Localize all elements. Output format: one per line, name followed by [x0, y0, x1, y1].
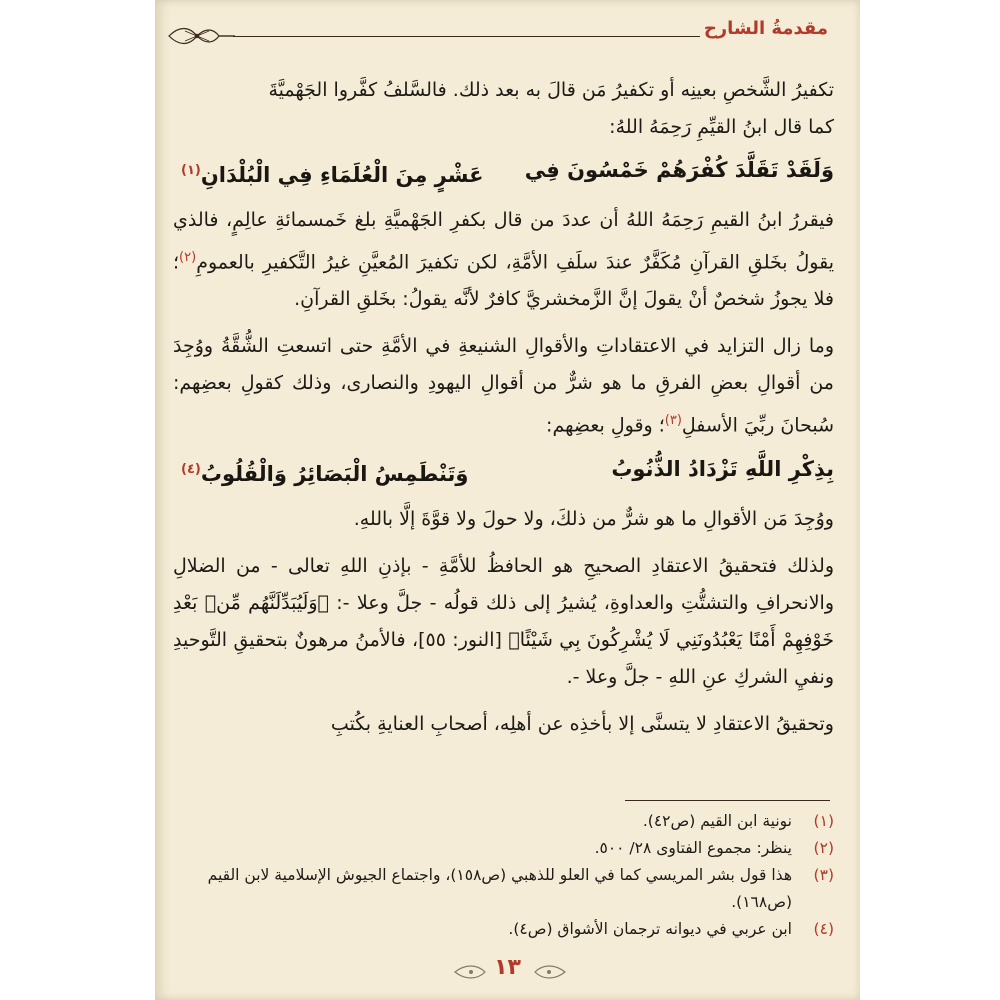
verse-hemistich-2	[181, 451, 468, 493]
paragraph-3	[173, 328, 834, 444]
footnote-item	[173, 916, 834, 943]
text-run: ؛ وقولِ بعضِهم:	[546, 414, 665, 437]
verse-2	[173, 451, 834, 493]
paragraph-2	[173, 202, 834, 318]
verse-1	[173, 152, 834, 194]
footnote-text: ابن عربي في ديوانه ترجمان الأشواق (ص٤).	[508, 920, 792, 938]
footnote-text: ينظر: مجموع الفتاوى ٢٨/ ٥٠٠.	[594, 839, 792, 857]
paragraph-1	[173, 72, 834, 146]
running-head: مقدمةُ الشارح	[703, 18, 828, 39]
text-run: وما زال التزايد في الاعتقاداتِ والأقوالِ الشنيعةِ في الأمَّةِ حتى اتسعتِ الشُّقَّةُ ووُجِدَ من أقوالِ بعضِ الفرقِ ما هو شرٌّ من أقوالِ اليهودِ والنصارى، وذلك كقولِ بعضِهم: سُبحانَ ربِّيَ الأسفلِ	[173, 335, 834, 437]
text-run: فيقررُ ابنُ القيمِ رَحِمَهُ اللهُ أن عددَ من قال بكفرِ الجَهْميَّةِ بلغ خَمسمائةِ عالِمٍ، فالذي يقولُ بخَلقِ القرآنِ مُكَفَّرٌ عندَ سلَفِ الأمَّةِ، لكن تكفيرَ المُعيَّنِ غيرُ التَّكفيرِ بالعمومِ	[173, 209, 834, 274]
ornament-icon	[167, 22, 237, 50]
verse-text: عَشْرٍ مِنَ الْعُلَمَاءِ فِي الْبُلْدَانِ	[200, 163, 484, 187]
verse-hemistich-2	[181, 152, 483, 194]
page-number-ornament-icon	[533, 960, 569, 984]
header-rule	[233, 36, 700, 37]
footnote-text: نونية ابن القيم (ص٤٢).	[642, 812, 792, 830]
text-run: فالأمنُ مرهونٌ بتحقيقِ التَّوحيدِ ونفيِ الشركِ عنِ اللهِ - جلَّ وعلا -.	[173, 628, 834, 688]
footnote-text: هذا قول بشر المريسي كما في العلو للذهبي (ص١٥٨)، واجتماع الجيوش الإسلامية لابن القيم (ص١٦٨).	[207, 866, 792, 911]
footnote-ref[interactable]: (٢)	[179, 250, 197, 265]
footnote-item	[173, 862, 834, 916]
footnotes	[173, 808, 834, 943]
verse-hemistich-1: بِذِكْرِ اللَّهِ تَزْدَادُ الذُّنُوبُ	[611, 456, 834, 481]
footnote-number: (٣)	[813, 866, 834, 884]
text-run: ؛ فلا يجوزُ شخصٌ أنْ يقولَ إنَّ الزَّمخشريَّ كافرٌ لأنَّه يقولُ: بخَلقِ القرآنِ.	[173, 251, 834, 311]
footnote-number: (٤)	[813, 920, 834, 938]
verse-text: وَتَنْطَمِسُ الْبَصَائِرُ وَالْقُلُوبُ	[200, 461, 469, 486]
paragraph-4: ووُجِدَ مَن الأقوالِ ما هو شرٌّ من ذلكَ، ولا حولَ ولا قوَّةَ إلَّا باللهِ.	[353, 507, 834, 530]
page-number: ١٣	[494, 955, 521, 980]
main-text	[173, 72, 834, 743]
footnote-ref[interactable]: (٣)	[664, 413, 682, 429]
paragraph-6: وتحقيقُ الاعتقادِ لا يتسنَّى إلا بأخذِه عن أهلِه، أصحابِ العنايةِ بكُتبِ	[330, 712, 834, 735]
text-line: تكفيرُ الشَّخصِ بعينِه أو تكفيرُ مَن قالَ به بعد ذلك. فالسَّلفُ كفَّروا الجَهْميَّةَ	[268, 79, 834, 101]
footnote-number: (٢)	[813, 839, 834, 857]
quran-reference: [النور: ٥٥]،	[411, 628, 502, 651]
verse-hemistich-1: وَلَقَدْ تَقَلَّدَ كُفْرَهُمْ خَمْسُونَ فِي	[524, 158, 834, 182]
paragraph-5	[173, 548, 834, 696]
book-page	[155, 0, 860, 1000]
text-line: كما قال ابنُ القيِّمِ رَحِمَهُ اللهُ:	[609, 116, 834, 138]
text-run: ولذلك فتحقيقُ الاعتقادِ الصحيحِ هو الحافظُ للأمَّةِ - بإذنِ اللهِ تعالى - من الضلالِ والانحرافِ والتشتُّتِ والعداوةِ، يُشيرُ إلى ذلك قولُه - جلَّ وعلا -:	[173, 554, 834, 614]
footnote-ref[interactable]: (٤)	[181, 461, 201, 477]
footnote-ref[interactable]: (١)	[181, 163, 201, 178]
footnote-item	[173, 808, 834, 835]
quran-verse: ﴿وَلَيُبَدِّلَنَّهُم مِّنۢ بَعْدِ خَوْفِهِمْ أَمْنًا يَعْبُدُونَنِي لَا يُشْرِكُونَ بِي شَيْئًا﴾	[173, 591, 834, 651]
page-header	[155, 14, 860, 54]
footnote-item	[173, 835, 834, 862]
footnote-rule	[625, 800, 830, 801]
footnote-number: (١)	[813, 812, 834, 830]
